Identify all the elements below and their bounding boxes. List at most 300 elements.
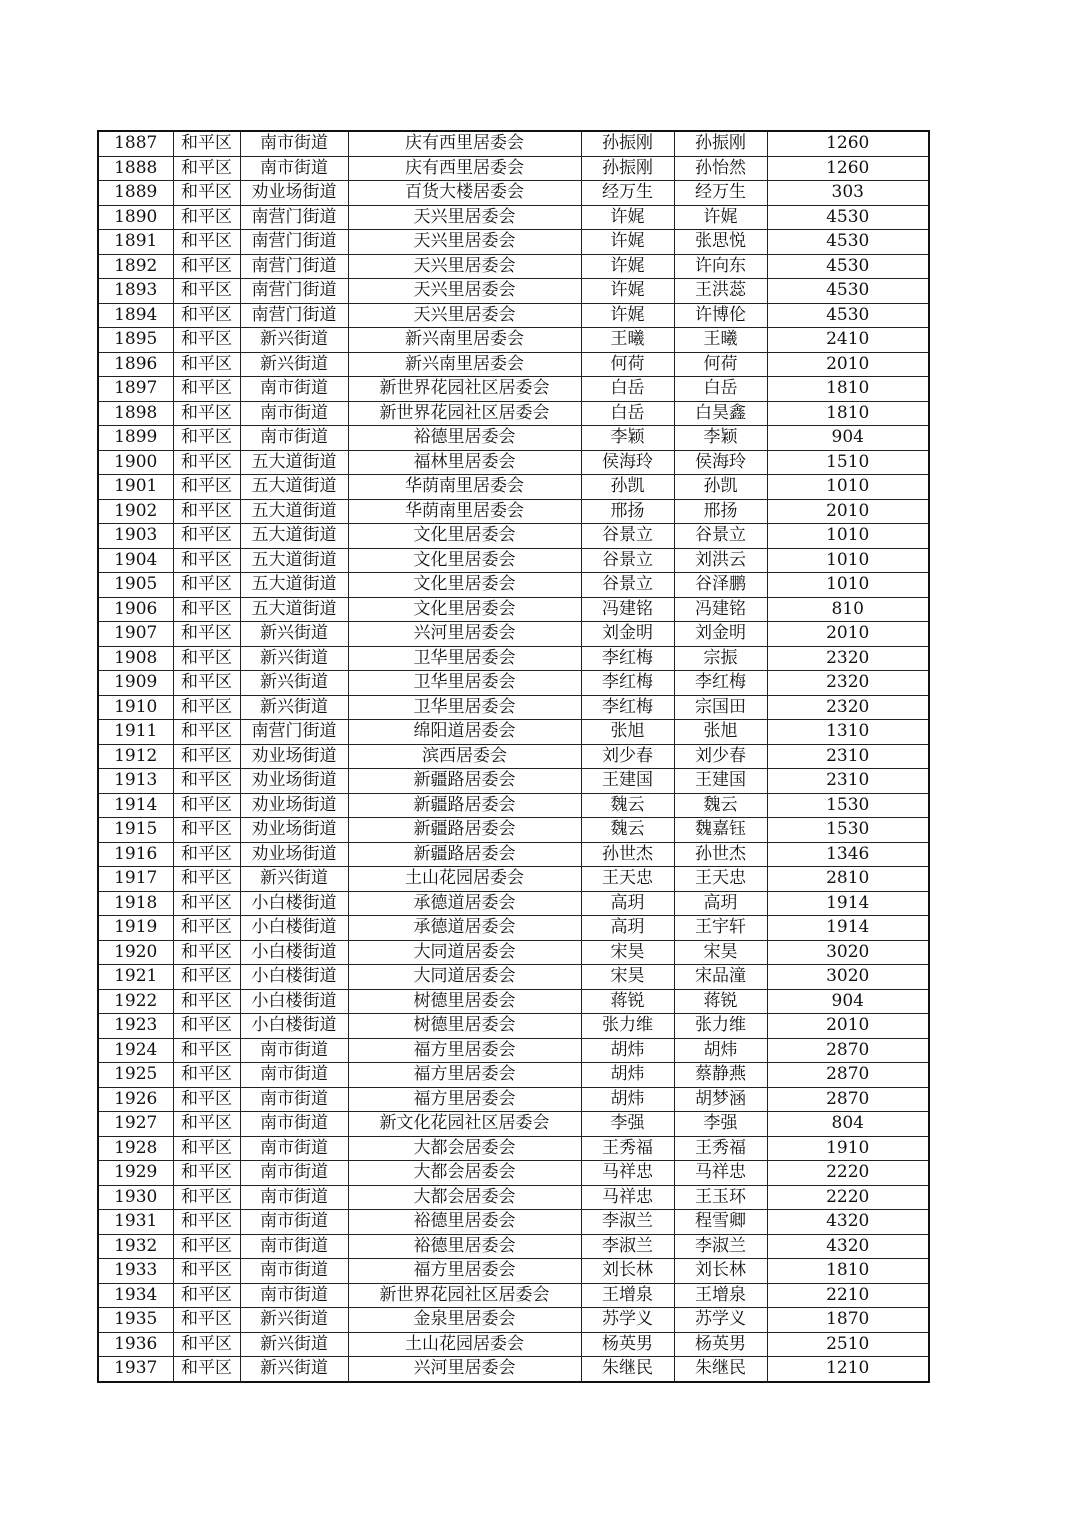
row-number-cell: 1932 bbox=[98, 1234, 173, 1259]
street-cell: 南市街道 bbox=[240, 1038, 348, 1063]
district-cell: 和平区 bbox=[173, 842, 240, 867]
district-cell: 和平区 bbox=[173, 1014, 240, 1039]
amount-cell: 2870 bbox=[767, 1087, 929, 1112]
member-cell: 苏学义 bbox=[674, 1308, 767, 1333]
row-number-cell: 1900 bbox=[98, 450, 173, 475]
street-cell: 南营门街道 bbox=[240, 720, 348, 745]
row-number-cell: 1935 bbox=[98, 1308, 173, 1333]
member-cell: 孙振刚 bbox=[674, 131, 767, 156]
row-number-cell: 1902 bbox=[98, 499, 173, 524]
applicant-cell: 王建国 bbox=[581, 769, 674, 794]
row-number-cell: 1913 bbox=[98, 769, 173, 794]
amount-cell: 1530 bbox=[767, 818, 929, 843]
table-row bbox=[98, 1259, 929, 1284]
applicant-cell: 许娓 bbox=[581, 279, 674, 304]
district-cell: 和平区 bbox=[173, 940, 240, 965]
amount-cell: 1810 bbox=[767, 401, 929, 426]
applicant-cell: 李淑兰 bbox=[581, 1210, 674, 1235]
row-number-cell: 1927 bbox=[98, 1112, 173, 1137]
committee-cell: 卫华里居委会 bbox=[348, 671, 581, 696]
committee-cell: 华荫南里居委会 bbox=[348, 475, 581, 500]
applicant-cell: 张力维 bbox=[581, 1014, 674, 1039]
row-number-cell: 1908 bbox=[98, 646, 173, 671]
applicant-cell: 孙振刚 bbox=[581, 156, 674, 181]
applicant-cell: 刘长林 bbox=[581, 1259, 674, 1284]
district-cell: 和平区 bbox=[173, 401, 240, 426]
amount-cell: 1530 bbox=[767, 793, 929, 818]
table-row bbox=[98, 1087, 929, 1112]
amount-cell: 1910 bbox=[767, 1136, 929, 1161]
table-row bbox=[98, 965, 929, 990]
member-cell: 王玉环 bbox=[674, 1185, 767, 1210]
district-cell: 和平区 bbox=[173, 499, 240, 524]
row-number-cell: 1896 bbox=[98, 352, 173, 377]
table-row bbox=[98, 1332, 929, 1357]
committee-cell: 金泉里居委会 bbox=[348, 1308, 581, 1333]
table-row bbox=[98, 720, 929, 745]
district-cell: 和平区 bbox=[173, 1308, 240, 1333]
member-cell: 孙世杰 bbox=[674, 842, 767, 867]
street-cell: 小白楼街道 bbox=[240, 940, 348, 965]
street-cell: 新兴街道 bbox=[240, 352, 348, 377]
table-row bbox=[98, 254, 929, 279]
row-number-cell: 1930 bbox=[98, 1185, 173, 1210]
committee-cell: 天兴里居委会 bbox=[348, 230, 581, 255]
applicant-cell: 宋昊 bbox=[581, 940, 674, 965]
table-row bbox=[98, 450, 929, 475]
applicant-cell: 经万生 bbox=[581, 181, 674, 206]
district-cell: 和平区 bbox=[173, 352, 240, 377]
committee-cell: 新疆路居委会 bbox=[348, 818, 581, 843]
row-number-cell: 1907 bbox=[98, 622, 173, 647]
street-cell: 南市街道 bbox=[240, 1112, 348, 1137]
committee-cell: 卫华里居委会 bbox=[348, 646, 581, 671]
applicant-cell: 高玥 bbox=[581, 916, 674, 941]
member-cell: 宋品潼 bbox=[674, 965, 767, 990]
district-cell: 和平区 bbox=[173, 867, 240, 892]
district-cell: 和平区 bbox=[173, 1136, 240, 1161]
row-number-cell: 1909 bbox=[98, 671, 173, 696]
table-row bbox=[98, 328, 929, 353]
table-row bbox=[98, 867, 929, 892]
street-cell: 南市街道 bbox=[240, 1210, 348, 1235]
street-cell: 南市街道 bbox=[240, 1185, 348, 1210]
committee-cell: 福方里居委会 bbox=[348, 1063, 581, 1088]
applicant-cell: 李红梅 bbox=[581, 671, 674, 696]
district-cell: 和平区 bbox=[173, 769, 240, 794]
district-cell: 和平区 bbox=[173, 1161, 240, 1186]
table-row bbox=[98, 156, 929, 181]
member-cell: 李淑兰 bbox=[674, 1234, 767, 1259]
table-row bbox=[98, 622, 929, 647]
amount-cell: 2010 bbox=[767, 352, 929, 377]
table-row bbox=[98, 377, 929, 402]
street-cell: 劝业场街道 bbox=[240, 842, 348, 867]
member-cell: 蔡静燕 bbox=[674, 1063, 767, 1088]
member-cell: 朱继民 bbox=[674, 1357, 767, 1382]
row-number-cell: 1929 bbox=[98, 1161, 173, 1186]
row-number-cell: 1903 bbox=[98, 524, 173, 549]
row-number-cell: 1889 bbox=[98, 181, 173, 206]
street-cell: 劝业场街道 bbox=[240, 769, 348, 794]
street-cell: 南市街道 bbox=[240, 426, 348, 451]
member-cell: 王增泉 bbox=[674, 1283, 767, 1308]
applicant-cell: 李强 bbox=[581, 1112, 674, 1137]
table-row bbox=[98, 573, 929, 598]
street-cell: 南营门街道 bbox=[240, 254, 348, 279]
table-row bbox=[98, 793, 929, 818]
amount-cell: 2320 bbox=[767, 671, 929, 696]
committee-cell: 大同道居委会 bbox=[348, 940, 581, 965]
row-number-cell: 1936 bbox=[98, 1332, 173, 1357]
row-number-cell: 1888 bbox=[98, 156, 173, 181]
member-cell: 白昊鑫 bbox=[674, 401, 767, 426]
applicant-cell: 李红梅 bbox=[581, 646, 674, 671]
table-row bbox=[98, 499, 929, 524]
data-table bbox=[97, 130, 930, 1383]
table-row bbox=[98, 744, 929, 769]
street-cell: 南市街道 bbox=[240, 1087, 348, 1112]
district-cell: 和平区 bbox=[173, 1063, 240, 1088]
street-cell: 新兴街道 bbox=[240, 1332, 348, 1357]
table-row bbox=[98, 597, 929, 622]
amount-cell: 1810 bbox=[767, 1259, 929, 1284]
amount-cell: 1260 bbox=[767, 156, 929, 181]
street-cell: 南市街道 bbox=[240, 1283, 348, 1308]
table-row bbox=[98, 303, 929, 328]
committee-cell: 兴河里居委会 bbox=[348, 622, 581, 647]
district-cell: 和平区 bbox=[173, 1259, 240, 1284]
district-cell: 和平区 bbox=[173, 328, 240, 353]
applicant-cell: 何荷 bbox=[581, 352, 674, 377]
district-cell: 和平区 bbox=[173, 377, 240, 402]
committee-cell: 树德里居委会 bbox=[348, 1014, 581, 1039]
applicant-cell: 马祥忠 bbox=[581, 1161, 674, 1186]
committee-cell: 大同道居委会 bbox=[348, 965, 581, 990]
applicant-cell: 张旭 bbox=[581, 720, 674, 745]
committee-cell: 文化里居委会 bbox=[348, 597, 581, 622]
member-cell: 李红梅 bbox=[674, 671, 767, 696]
row-number-cell: 1917 bbox=[98, 867, 173, 892]
row-number-cell: 1921 bbox=[98, 965, 173, 990]
amount-cell: 2210 bbox=[767, 1283, 929, 1308]
committee-cell: 大都会居委会 bbox=[348, 1136, 581, 1161]
row-number-cell: 1916 bbox=[98, 842, 173, 867]
table-row bbox=[98, 1112, 929, 1137]
amount-cell: 2010 bbox=[767, 1014, 929, 1039]
street-cell: 劝业场街道 bbox=[240, 181, 348, 206]
applicant-cell: 苏学义 bbox=[581, 1308, 674, 1333]
district-cell: 和平区 bbox=[173, 1332, 240, 1357]
row-number-cell: 1926 bbox=[98, 1087, 173, 1112]
street-cell: 小白楼街道 bbox=[240, 965, 348, 990]
street-cell: 劝业场街道 bbox=[240, 818, 348, 843]
member-cell: 何荷 bbox=[674, 352, 767, 377]
table-row bbox=[98, 940, 929, 965]
member-cell: 许博伦 bbox=[674, 303, 767, 328]
district-cell: 和平区 bbox=[173, 254, 240, 279]
row-number-cell: 1912 bbox=[98, 744, 173, 769]
amount-cell: 1260 bbox=[767, 131, 929, 156]
table-row bbox=[98, 1308, 929, 1333]
table-row bbox=[98, 818, 929, 843]
row-number-cell: 1925 bbox=[98, 1063, 173, 1088]
table-row bbox=[98, 671, 929, 696]
table-row bbox=[98, 279, 929, 304]
district-cell: 和平区 bbox=[173, 989, 240, 1014]
table-row bbox=[98, 1136, 929, 1161]
applicant-cell: 胡炜 bbox=[581, 1063, 674, 1088]
street-cell: 新兴街道 bbox=[240, 671, 348, 696]
district-cell: 和平区 bbox=[173, 450, 240, 475]
table-row bbox=[98, 426, 929, 451]
street-cell: 南营门街道 bbox=[240, 230, 348, 255]
member-cell: 王宇轩 bbox=[674, 916, 767, 941]
row-number-cell: 1904 bbox=[98, 548, 173, 573]
applicant-cell: 胡炜 bbox=[581, 1087, 674, 1112]
committee-cell: 福方里居委会 bbox=[348, 1259, 581, 1284]
committee-cell: 新疆路居委会 bbox=[348, 842, 581, 867]
street-cell: 新兴街道 bbox=[240, 867, 348, 892]
street-cell: 新兴街道 bbox=[240, 328, 348, 353]
committee-cell: 新世界花园社区居委会 bbox=[348, 1283, 581, 1308]
committee-cell: 文化里居委会 bbox=[348, 524, 581, 549]
table-row bbox=[98, 1210, 929, 1235]
district-cell: 和平区 bbox=[173, 1357, 240, 1382]
row-number-cell: 1920 bbox=[98, 940, 173, 965]
member-cell: 魏云 bbox=[674, 793, 767, 818]
committee-cell: 新疆路居委会 bbox=[348, 769, 581, 794]
amount-cell: 2010 bbox=[767, 499, 929, 524]
committee-cell: 天兴里居委会 bbox=[348, 254, 581, 279]
applicant-cell: 杨英男 bbox=[581, 1332, 674, 1357]
applicant-cell: 冯建铭 bbox=[581, 597, 674, 622]
table-row bbox=[98, 131, 929, 156]
row-number-cell: 1898 bbox=[98, 401, 173, 426]
row-number-cell: 1895 bbox=[98, 328, 173, 353]
committee-cell: 土山花园居委会 bbox=[348, 867, 581, 892]
member-cell: 孙凯 bbox=[674, 475, 767, 500]
row-number-cell: 1899 bbox=[98, 426, 173, 451]
applicant-cell: 谷景立 bbox=[581, 548, 674, 573]
amount-cell: 2410 bbox=[767, 328, 929, 353]
amount-cell: 1510 bbox=[767, 450, 929, 475]
applicant-cell: 王增泉 bbox=[581, 1283, 674, 1308]
row-number-cell: 1887 bbox=[98, 131, 173, 156]
table-row bbox=[98, 352, 929, 377]
table-row bbox=[98, 181, 929, 206]
member-cell: 许娓 bbox=[674, 205, 767, 230]
committee-cell: 裕德里居委会 bbox=[348, 426, 581, 451]
committee-cell: 福方里居委会 bbox=[348, 1038, 581, 1063]
member-cell: 谷泽鹏 bbox=[674, 573, 767, 598]
committee-cell: 天兴里居委会 bbox=[348, 279, 581, 304]
applicant-cell: 高玥 bbox=[581, 891, 674, 916]
row-number-cell: 1918 bbox=[98, 891, 173, 916]
district-cell: 和平区 bbox=[173, 695, 240, 720]
committee-cell: 福林里居委会 bbox=[348, 450, 581, 475]
member-cell: 李颖 bbox=[674, 426, 767, 451]
street-cell: 小白楼街道 bbox=[240, 916, 348, 941]
district-cell: 和平区 bbox=[173, 548, 240, 573]
table-row bbox=[98, 548, 929, 573]
amount-cell: 1870 bbox=[767, 1308, 929, 1333]
applicant-cell: 孙凯 bbox=[581, 475, 674, 500]
street-cell: 南市街道 bbox=[240, 156, 348, 181]
street-cell: 南市街道 bbox=[240, 377, 348, 402]
amount-cell: 4530 bbox=[767, 205, 929, 230]
applicant-cell: 宋昊 bbox=[581, 965, 674, 990]
amount-cell: 1810 bbox=[767, 377, 929, 402]
street-cell: 五大道街道 bbox=[240, 524, 348, 549]
row-number-cell: 1914 bbox=[98, 793, 173, 818]
street-cell: 新兴街道 bbox=[240, 1308, 348, 1333]
street-cell: 小白楼街道 bbox=[240, 1014, 348, 1039]
committee-cell: 福方里居委会 bbox=[348, 1087, 581, 1112]
street-cell: 新兴街道 bbox=[240, 646, 348, 671]
row-number-cell: 1897 bbox=[98, 377, 173, 402]
district-cell: 和平区 bbox=[173, 597, 240, 622]
member-cell: 王建国 bbox=[674, 769, 767, 794]
applicant-cell: 李颖 bbox=[581, 426, 674, 451]
amount-cell: 1010 bbox=[767, 573, 929, 598]
street-cell: 南市街道 bbox=[240, 1259, 348, 1284]
street-cell: 五大道街道 bbox=[240, 499, 348, 524]
amount-cell: 1010 bbox=[767, 475, 929, 500]
district-cell: 和平区 bbox=[173, 573, 240, 598]
member-cell: 魏嘉钰 bbox=[674, 818, 767, 843]
amount-cell: 3020 bbox=[767, 965, 929, 990]
member-cell: 宗振 bbox=[674, 646, 767, 671]
table-body bbox=[98, 131, 929, 1382]
district-cell: 和平区 bbox=[173, 793, 240, 818]
street-cell: 五大道街道 bbox=[240, 475, 348, 500]
applicant-cell: 王曦 bbox=[581, 328, 674, 353]
street-cell: 南市街道 bbox=[240, 401, 348, 426]
district-cell: 和平区 bbox=[173, 279, 240, 304]
member-cell: 王秀福 bbox=[674, 1136, 767, 1161]
applicant-cell: 孙振刚 bbox=[581, 131, 674, 156]
amount-cell: 1010 bbox=[767, 524, 929, 549]
amount-cell: 2320 bbox=[767, 646, 929, 671]
member-cell: 王天忠 bbox=[674, 867, 767, 892]
amount-cell: 2010 bbox=[767, 622, 929, 647]
member-cell: 胡梦涵 bbox=[674, 1087, 767, 1112]
committee-cell: 天兴里居委会 bbox=[348, 303, 581, 328]
amount-cell: 904 bbox=[767, 426, 929, 451]
district-cell: 和平区 bbox=[173, 1210, 240, 1235]
district-cell: 和平区 bbox=[173, 1283, 240, 1308]
row-number-cell: 1923 bbox=[98, 1014, 173, 1039]
member-cell: 张思悦 bbox=[674, 230, 767, 255]
applicant-cell: 许娓 bbox=[581, 303, 674, 328]
member-cell: 侯海玲 bbox=[674, 450, 767, 475]
amount-cell: 1346 bbox=[767, 842, 929, 867]
row-number-cell: 1931 bbox=[98, 1210, 173, 1235]
applicant-cell: 白岳 bbox=[581, 401, 674, 426]
applicant-cell: 许娓 bbox=[581, 205, 674, 230]
amount-cell: 2870 bbox=[767, 1063, 929, 1088]
row-number-cell: 1890 bbox=[98, 205, 173, 230]
member-cell: 宗国田 bbox=[674, 695, 767, 720]
row-number-cell: 1905 bbox=[98, 573, 173, 598]
committee-cell: 卫华里居委会 bbox=[348, 695, 581, 720]
committee-cell: 文化里居委会 bbox=[348, 548, 581, 573]
amount-cell: 4530 bbox=[767, 279, 929, 304]
member-cell: 杨英男 bbox=[674, 1332, 767, 1357]
street-cell: 劝业场街道 bbox=[240, 744, 348, 769]
street-cell: 南市街道 bbox=[240, 1136, 348, 1161]
row-number-cell: 1928 bbox=[98, 1136, 173, 1161]
district-cell: 和平区 bbox=[173, 426, 240, 451]
table-row bbox=[98, 646, 929, 671]
district-cell: 和平区 bbox=[173, 916, 240, 941]
district-cell: 和平区 bbox=[173, 965, 240, 990]
amount-cell: 1914 bbox=[767, 916, 929, 941]
street-cell: 新兴街道 bbox=[240, 695, 348, 720]
applicant-cell: 朱继民 bbox=[581, 1357, 674, 1382]
member-cell: 马祥忠 bbox=[674, 1161, 767, 1186]
applicant-cell: 王天忠 bbox=[581, 867, 674, 892]
amount-cell: 810 bbox=[767, 597, 929, 622]
applicant-cell: 侯海玲 bbox=[581, 450, 674, 475]
district-cell: 和平区 bbox=[173, 744, 240, 769]
amount-cell: 2320 bbox=[767, 695, 929, 720]
committee-cell: 华荫南里居委会 bbox=[348, 499, 581, 524]
district-cell: 和平区 bbox=[173, 1038, 240, 1063]
amount-cell: 904 bbox=[767, 989, 929, 1014]
applicant-cell: 许娓 bbox=[581, 230, 674, 255]
amount-cell: 4320 bbox=[767, 1234, 929, 1259]
street-cell: 五大道街道 bbox=[240, 548, 348, 573]
committee-cell: 新疆路居委会 bbox=[348, 793, 581, 818]
table-row bbox=[98, 1234, 929, 1259]
street-cell: 南市街道 bbox=[240, 1161, 348, 1186]
committee-cell: 百货大楼居委会 bbox=[348, 181, 581, 206]
street-cell: 南市街道 bbox=[240, 1063, 348, 1088]
row-number-cell: 1891 bbox=[98, 230, 173, 255]
table-row bbox=[98, 769, 929, 794]
committee-cell: 新文化花园社区居委会 bbox=[348, 1112, 581, 1137]
committee-cell: 兴河里居委会 bbox=[348, 1357, 581, 1382]
amount-cell: 2310 bbox=[767, 769, 929, 794]
table-row bbox=[98, 1063, 929, 1088]
row-number-cell: 1906 bbox=[98, 597, 173, 622]
table-row bbox=[98, 842, 929, 867]
table-row bbox=[98, 1185, 929, 1210]
committee-cell: 庆有西里居委会 bbox=[348, 131, 581, 156]
applicant-cell: 谷景立 bbox=[581, 524, 674, 549]
member-cell: 刘洪云 bbox=[674, 548, 767, 573]
member-cell: 经万生 bbox=[674, 181, 767, 206]
amount-cell: 2870 bbox=[767, 1038, 929, 1063]
row-number-cell: 1934 bbox=[98, 1283, 173, 1308]
amount-cell: 4530 bbox=[767, 254, 929, 279]
table-row bbox=[98, 401, 929, 426]
district-cell: 和平区 bbox=[173, 524, 240, 549]
member-cell: 刘金明 bbox=[674, 622, 767, 647]
applicant-cell: 魏云 bbox=[581, 818, 674, 843]
street-cell: 南营门街道 bbox=[240, 303, 348, 328]
street-cell: 五大道街道 bbox=[240, 597, 348, 622]
row-number-cell: 1924 bbox=[98, 1038, 173, 1063]
member-cell: 王洪蕊 bbox=[674, 279, 767, 304]
amount-cell: 804 bbox=[767, 1112, 929, 1137]
street-cell: 新兴街道 bbox=[240, 1357, 348, 1382]
street-cell: 五大道街道 bbox=[240, 573, 348, 598]
district-cell: 和平区 bbox=[173, 1185, 240, 1210]
committee-cell: 裕德里居委会 bbox=[348, 1234, 581, 1259]
